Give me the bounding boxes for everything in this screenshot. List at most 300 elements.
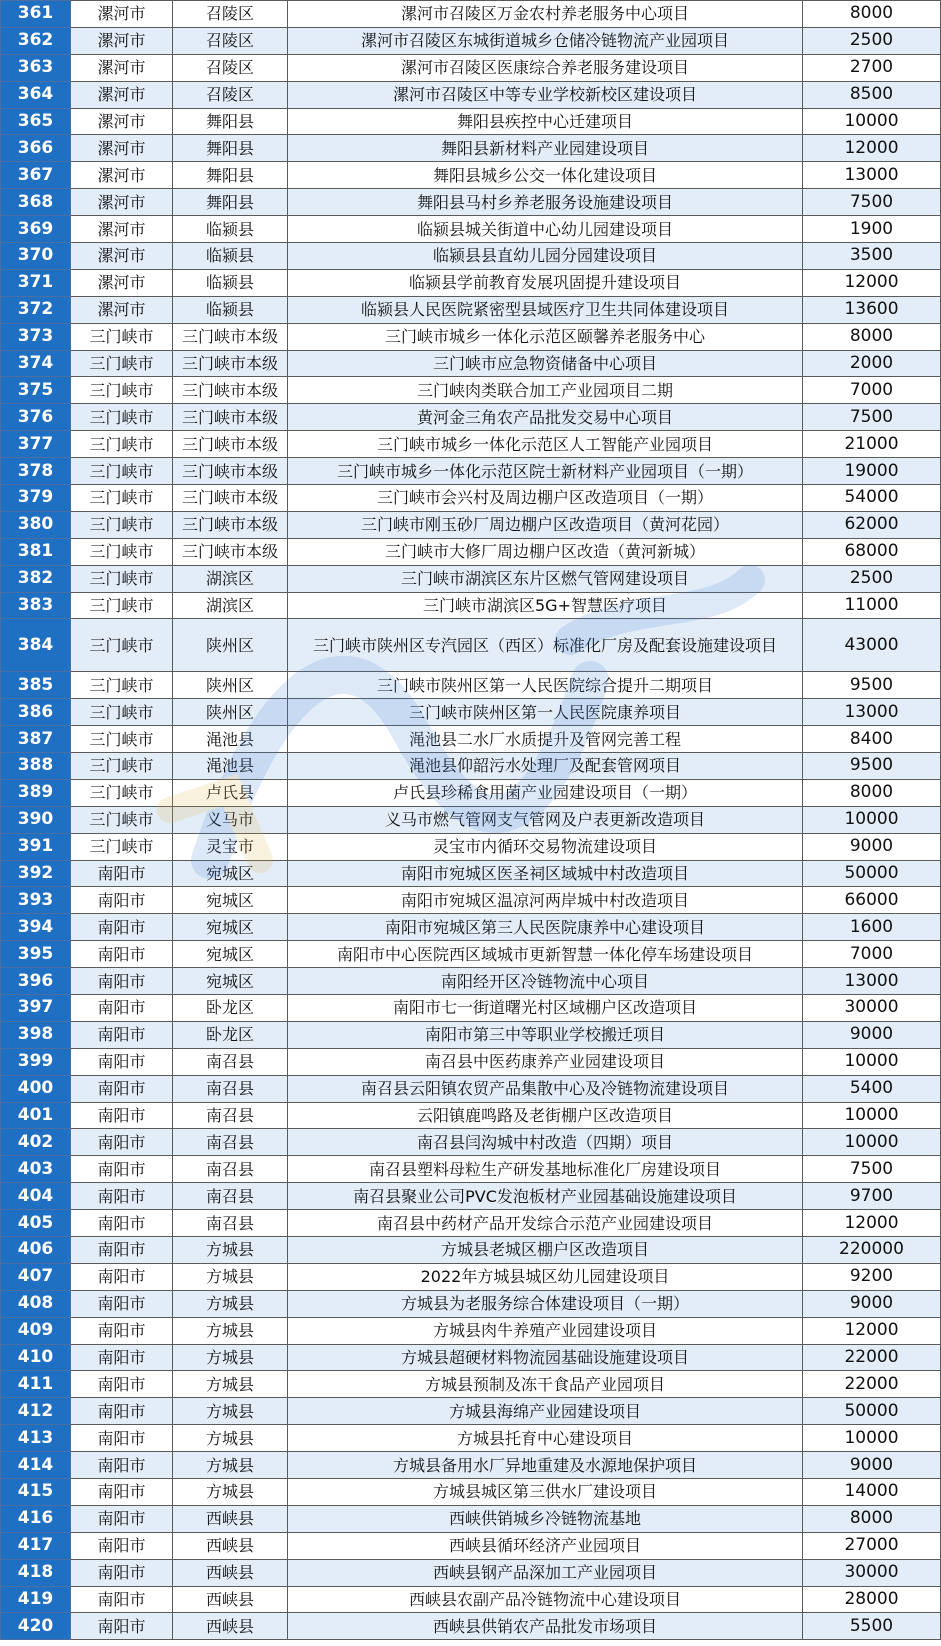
table-row [1,1075,941,1102]
project-name-cell: 方城县肉牛养殖产业园建设项目 [288,1317,803,1344]
table-row [1,1425,941,1452]
project-name-cell: 南召县塑料母粒生产研发基地标准化厂房建设项目 [288,1156,803,1183]
amount-cell: 9500 [803,752,941,779]
city-cell: 南阳市 [71,1452,173,1479]
district-cell: 西峡县 [173,1505,288,1532]
row-number: 410 [1,1344,71,1371]
district-cell: 卢氏县 [173,779,288,806]
amount-cell: 14000 [803,1479,941,1506]
city-cell: 三门峡市 [71,565,173,592]
amount-cell: 9000 [803,1452,941,1479]
row-number: 384 [1,619,71,672]
project-name-cell: 方城县托育中心建设项目 [288,1425,803,1452]
city-cell: 南阳市 [71,1048,173,1075]
amount-cell: 2500 [803,27,941,54]
city-cell: 南阳市 [71,1236,173,1263]
district-cell: 方城县 [173,1452,288,1479]
project-name-cell: 义马市燃气管网支气管网及户表更新改造项目 [288,806,803,833]
row-number: 391 [1,833,71,860]
table-row [1,108,941,135]
city-cell: 漯河市 [71,162,173,189]
district-cell: 陕州区 [173,672,288,699]
city-cell: 三门峡市 [71,806,173,833]
table-row [1,699,941,726]
city-cell: 三门峡市 [71,323,173,350]
project-name-cell: 舞阳县疾控中心迁建项目 [288,108,803,135]
amount-cell: 22000 [803,1371,941,1398]
district-cell: 西峡县 [173,1559,288,1586]
project-name-cell: 舞阳县城乡公交一体化建设项目 [288,162,803,189]
project-name-cell: 三门峡市陕州区专汽园区（西区）标准化厂房及配套设施建设项目 [288,619,803,672]
table-row [1,914,941,941]
project-name-cell: 三门峡市陕州区第一人民医院康养项目 [288,699,803,726]
district-cell: 宛城区 [173,914,288,941]
row-number: 413 [1,1425,71,1452]
amount-cell: 5400 [803,1075,941,1102]
row-number: 393 [1,887,71,914]
project-name-cell: 灵宝市内循环交易物流建设项目 [288,833,803,860]
row-number: 376 [1,404,71,431]
amount-cell: 10000 [803,1102,941,1129]
project-name-cell: 三门峡市刚玉砂厂周边棚户区改造项目（黄河花园） [288,511,803,538]
project-name-cell: 三门峡肉类联合加工产业园项目二期 [288,377,803,404]
project-name-cell: 南阳市中心医院西区域城市更新智慧一体化停车场建设项目 [288,941,803,968]
amount-cell: 9700 [803,1183,941,1210]
row-number: 387 [1,726,71,753]
district-cell: 舞阳县 [173,189,288,216]
project-name-cell: 方城县备用水厂异地重建及水源地保护项目 [288,1452,803,1479]
city-cell: 漯河市 [71,1,173,28]
project-name-cell: 舞阳县新材料产业园建设项目 [288,135,803,162]
project-name-cell: 南召县聚业公司PVC发泡板材产业园基础设施建设项目 [288,1183,803,1210]
row-number: 409 [1,1317,71,1344]
row-number: 401 [1,1102,71,1129]
city-cell: 南阳市 [71,1613,173,1640]
project-name-cell: 西峡县钢产品深加工产业园项目 [288,1559,803,1586]
row-number: 381 [1,538,71,565]
project-name-cell: 南召县云阳镇农贸产品集散中心及冷链物流建设项目 [288,1075,803,1102]
amount-cell: 220000 [803,1236,941,1263]
amount-cell: 8400 [803,726,941,753]
district-cell: 方城县 [173,1398,288,1425]
row-number: 394 [1,914,71,941]
table-row [1,1371,941,1398]
project-name-cell: 南阳市七一街道曙光村区域棚户区改造项目 [288,994,803,1021]
row-number: 398 [1,1021,71,1048]
amount-cell: 9500 [803,672,941,699]
row-number: 418 [1,1559,71,1586]
project-name-cell: 三门峡市会兴村及周边棚户区改造项目（一期） [288,485,803,512]
project-name-cell: 南召县闫沟城中村改造（四期）项目 [288,1129,803,1156]
amount-cell: 13600 [803,296,941,323]
amount-cell: 13000 [803,699,941,726]
amount-cell: 12000 [803,1210,941,1237]
amount-cell: 5500 [803,1613,941,1640]
table-row [1,54,941,81]
row-number: 395 [1,941,71,968]
city-cell: 漯河市 [71,81,173,108]
city-cell: 南阳市 [71,994,173,1021]
table-row [1,458,941,485]
row-number: 420 [1,1613,71,1640]
amount-cell: 8500 [803,81,941,108]
project-name-cell: 三门峡市湖滨区5G+智慧医疗项目 [288,592,803,619]
city-cell: 三门峡市 [71,377,173,404]
city-cell: 南阳市 [71,860,173,887]
amount-cell: 7500 [803,404,941,431]
district-cell: 渑池县 [173,752,288,779]
district-cell: 方城县 [173,1317,288,1344]
project-table-body [1,1,941,1640]
city-cell: 三门峡市 [71,699,173,726]
project-name-cell: 云阳镇鹿鸣路及老街棚户区改造项目 [288,1102,803,1129]
table-row [1,1505,941,1532]
project-name-cell: 三门峡市城乡一体化示范区人工智能产业园项目 [288,431,803,458]
row-number: 417 [1,1532,71,1559]
row-number: 388 [1,752,71,779]
table-row [1,1344,941,1371]
row-number: 371 [1,269,71,296]
project-name-cell: 临颍县城关街道中心幼儿园建设项目 [288,216,803,243]
amount-cell: 27000 [803,1532,941,1559]
district-cell: 南召县 [173,1210,288,1237]
district-cell: 宛城区 [173,968,288,995]
table-row [1,1559,941,1586]
project-name-cell: 舞阳县马村乡养老服务设施建设项目 [288,189,803,216]
table-row [1,1479,941,1506]
project-name-cell: 南阳市第三中等职业学校搬迁项目 [288,1021,803,1048]
district-cell: 三门峡市本级 [173,323,288,350]
district-cell: 舞阳县 [173,108,288,135]
district-cell: 三门峡市本级 [173,485,288,512]
table-row [1,1156,941,1183]
city-cell: 漯河市 [71,189,173,216]
project-name-cell: 南阳市宛城区温凉河两岸城中村改造项目 [288,887,803,914]
project-name-cell: 漯河市召陵区东城街道城乡仓储冷链物流产业园项目 [288,27,803,54]
amount-cell: 10000 [803,1425,941,1452]
project-name-cell: 方城县老城区棚户区改造项目 [288,1236,803,1263]
district-cell: 方城县 [173,1263,288,1290]
row-number: 400 [1,1075,71,1102]
amount-cell: 8000 [803,1505,941,1532]
amount-cell: 50000 [803,1398,941,1425]
district-cell: 南召县 [173,1156,288,1183]
project-name-cell: 漯河市召陵区医康综合养老服务建设项目 [288,54,803,81]
district-cell: 宛城区 [173,941,288,968]
table-row [1,538,941,565]
table-row [1,941,941,968]
city-cell: 漯河市 [71,54,173,81]
district-cell: 三门峡市本级 [173,511,288,538]
district-cell: 三门峡市本级 [173,458,288,485]
amount-cell: 7500 [803,1156,941,1183]
table-row [1,350,941,377]
district-cell: 方城县 [173,1236,288,1263]
amount-cell: 8000 [803,323,941,350]
city-cell: 三门峡市 [71,779,173,806]
district-cell: 湖滨区 [173,592,288,619]
district-cell: 渑池县 [173,726,288,753]
city-cell: 南阳市 [71,1479,173,1506]
district-cell: 临颍县 [173,243,288,270]
table-row [1,1263,941,1290]
row-number: 380 [1,511,71,538]
district-cell: 临颍县 [173,216,288,243]
city-cell: 南阳市 [71,1075,173,1102]
table-row [1,1290,941,1317]
project-name-cell: 西峡县农副产品冷链物流中心建设项目 [288,1586,803,1613]
project-name-cell: 西峡县供销农产品批发市场项目 [288,1613,803,1640]
row-number: 365 [1,108,71,135]
row-number: 414 [1,1452,71,1479]
row-number: 399 [1,1048,71,1075]
amount-cell: 54000 [803,485,941,512]
amount-cell: 12000 [803,269,941,296]
row-number: 404 [1,1183,71,1210]
district-cell: 南召县 [173,1102,288,1129]
table-row [1,1102,941,1129]
amount-cell: 43000 [803,619,941,672]
table-row [1,162,941,189]
city-cell: 三门峡市 [71,485,173,512]
district-cell: 舞阳县 [173,135,288,162]
city-cell: 三门峡市 [71,350,173,377]
city-cell: 南阳市 [71,1156,173,1183]
district-cell: 三门峡市本级 [173,350,288,377]
city-cell: 南阳市 [71,1210,173,1237]
project-name-cell: 三门峡市城乡一体化示范区院士新材料产业园项目（一期） [288,458,803,485]
amount-cell: 2000 [803,350,941,377]
project-name-cell: 2022年方城县城区幼儿园建设项目 [288,1263,803,1290]
project-name-cell: 三门峡市陕州区第一人民医院综合提升二期项目 [288,672,803,699]
table-row [1,1317,941,1344]
row-number: 416 [1,1505,71,1532]
table-row [1,619,941,672]
row-number: 419 [1,1586,71,1613]
city-cell: 南阳市 [71,1290,173,1317]
city-cell: 南阳市 [71,1398,173,1425]
city-cell: 三门峡市 [71,592,173,619]
table-row [1,726,941,753]
row-number: 415 [1,1479,71,1506]
project-name-cell: 南阳市宛城区医圣祠区域城中村改造项目 [288,860,803,887]
row-number: 374 [1,350,71,377]
table-row [1,243,941,270]
city-cell: 南阳市 [71,914,173,941]
district-cell: 湖滨区 [173,565,288,592]
city-cell: 三门峡市 [71,404,173,431]
district-cell: 卧龙区 [173,994,288,1021]
city-cell: 南阳市 [71,1344,173,1371]
table-row [1,431,941,458]
table-row [1,404,941,431]
city-cell: 南阳市 [71,1505,173,1532]
amount-cell: 7000 [803,377,941,404]
city-cell: 南阳市 [71,1102,173,1129]
table-row [1,806,941,833]
amount-cell: 22000 [803,1344,941,1371]
row-number: 386 [1,699,71,726]
project-name-cell: 渑池县仰韶污水处理厂及配套管网项目 [288,752,803,779]
district-cell: 舞阳县 [173,162,288,189]
row-number: 406 [1,1236,71,1263]
row-number: 377 [1,431,71,458]
table-row [1,887,941,914]
table-row [1,511,941,538]
city-cell: 南阳市 [71,1317,173,1344]
city-cell: 漯河市 [71,108,173,135]
amount-cell: 13000 [803,162,941,189]
row-number: 379 [1,485,71,512]
amount-cell: 9000 [803,1290,941,1317]
amount-cell: 12000 [803,135,941,162]
row-number: 389 [1,779,71,806]
table-row [1,485,941,512]
project-name-cell: 南阳经开区冷链物流中心项目 [288,968,803,995]
district-cell: 三门峡市本级 [173,538,288,565]
table-row [1,860,941,887]
row-number: 373 [1,323,71,350]
city-cell: 南阳市 [71,887,173,914]
project-name-cell: 渑池县二水厂水质提升及管网完善工程 [288,726,803,753]
city-cell: 南阳市 [71,968,173,995]
row-number: 408 [1,1290,71,1317]
amount-cell: 9000 [803,833,941,860]
table-row [1,1236,941,1263]
amount-cell: 12000 [803,1317,941,1344]
amount-cell: 30000 [803,994,941,1021]
project-name-cell: 漯河市召陵区中等专业学校新校区建设项目 [288,81,803,108]
amount-cell: 2700 [803,54,941,81]
table-row [1,1,941,28]
table-row [1,81,941,108]
project-name-cell: 方城县海绵产业园建设项目 [288,1398,803,1425]
amount-cell: 30000 [803,1559,941,1586]
table-row [1,296,941,323]
project-name-cell: 方城县城区第三供水厂建设项目 [288,1479,803,1506]
table-row [1,189,941,216]
city-cell: 三门峡市 [71,458,173,485]
project-name-cell: 三门峡市城乡一体化示范区颐馨养老服务中心 [288,323,803,350]
project-name-cell: 南召县中医药康养产业园建设项目 [288,1048,803,1075]
city-cell: 南阳市 [71,941,173,968]
row-number: 390 [1,806,71,833]
row-number: 411 [1,1371,71,1398]
table-row [1,1048,941,1075]
table-row [1,1210,941,1237]
city-cell: 南阳市 [71,1263,173,1290]
district-cell: 西峡县 [173,1586,288,1613]
table-row [1,135,941,162]
row-number: 396 [1,968,71,995]
row-number: 372 [1,296,71,323]
city-cell: 三门峡市 [71,672,173,699]
district-cell: 南召县 [173,1075,288,1102]
city-cell: 漯河市 [71,243,173,270]
amount-cell: 8000 [803,1,941,28]
project-name-cell: 南阳市宛城区第三人民医院康养中心建设项目 [288,914,803,941]
table-row [1,833,941,860]
table-row [1,216,941,243]
district-cell: 南召县 [173,1129,288,1156]
amount-cell: 9000 [803,1021,941,1048]
amount-cell: 7500 [803,189,941,216]
city-cell: 漯河市 [71,296,173,323]
city-cell: 南阳市 [71,1559,173,1586]
amount-cell: 13000 [803,968,941,995]
district-cell: 方城县 [173,1371,288,1398]
row-number: 405 [1,1210,71,1237]
project-name-cell: 卢氏县珍稀食用菌产业园建设项目（一期） [288,779,803,806]
district-cell: 召陵区 [173,54,288,81]
row-number: 385 [1,672,71,699]
table-row [1,1452,941,1479]
table-row [1,994,941,1021]
city-cell: 南阳市 [71,1183,173,1210]
table-row [1,1532,941,1559]
project-name-cell: 漯河市召陵区万金农村养老服务中心项目 [288,1,803,28]
city-cell: 三门峡市 [71,752,173,779]
table-row [1,752,941,779]
table-row [1,269,941,296]
district-cell: 方城县 [173,1425,288,1452]
row-number: 412 [1,1398,71,1425]
district-cell: 临颍县 [173,269,288,296]
project-name-cell: 西峡供销城乡冷链物流基地 [288,1505,803,1532]
district-cell: 召陵区 [173,1,288,28]
table-row [1,377,941,404]
table-row [1,1586,941,1613]
table-row [1,672,941,699]
city-cell: 漯河市 [71,269,173,296]
district-cell: 方城县 [173,1479,288,1506]
row-number: 361 [1,1,71,28]
city-cell: 三门峡市 [71,431,173,458]
amount-cell: 66000 [803,887,941,914]
project-name-cell: 临颍县县直幼儿园分园建设项目 [288,243,803,270]
amount-cell: 11000 [803,592,941,619]
project-name-cell: 临颍县人民医院紧密型县域医疗卫生共同体建设项目 [288,296,803,323]
amount-cell: 10000 [803,1048,941,1075]
city-cell: 三门峡市 [71,538,173,565]
table-row [1,1129,941,1156]
city-cell: 南阳市 [71,1371,173,1398]
amount-cell: 50000 [803,860,941,887]
project-name-cell: 方城县预制及冻干食品产业园项目 [288,1371,803,1398]
amount-cell: 19000 [803,458,941,485]
row-number: 392 [1,860,71,887]
city-cell: 南阳市 [71,1021,173,1048]
amount-cell: 10000 [803,108,941,135]
district-cell: 宛城区 [173,860,288,887]
row-number: 364 [1,81,71,108]
row-number: 363 [1,54,71,81]
amount-cell: 28000 [803,1586,941,1613]
district-cell: 陕州区 [173,699,288,726]
row-number: 378 [1,458,71,485]
project-name-cell: 三门峡市大修厂周边棚户区改造（黄河新城） [288,538,803,565]
amount-cell: 21000 [803,431,941,458]
project-name-cell: 方城县超硬材料物流园基础设施建设项目 [288,1344,803,1371]
project-name-cell: 三门峡市应急物资储备中心项目 [288,350,803,377]
amount-cell: 10000 [803,806,941,833]
district-cell: 宛城区 [173,887,288,914]
project-name-cell: 黄河金三角农产品批发交易中心项目 [288,404,803,431]
amount-cell: 2500 [803,565,941,592]
district-cell: 西峡县 [173,1532,288,1559]
table-row [1,1183,941,1210]
amount-cell: 1600 [803,914,941,941]
